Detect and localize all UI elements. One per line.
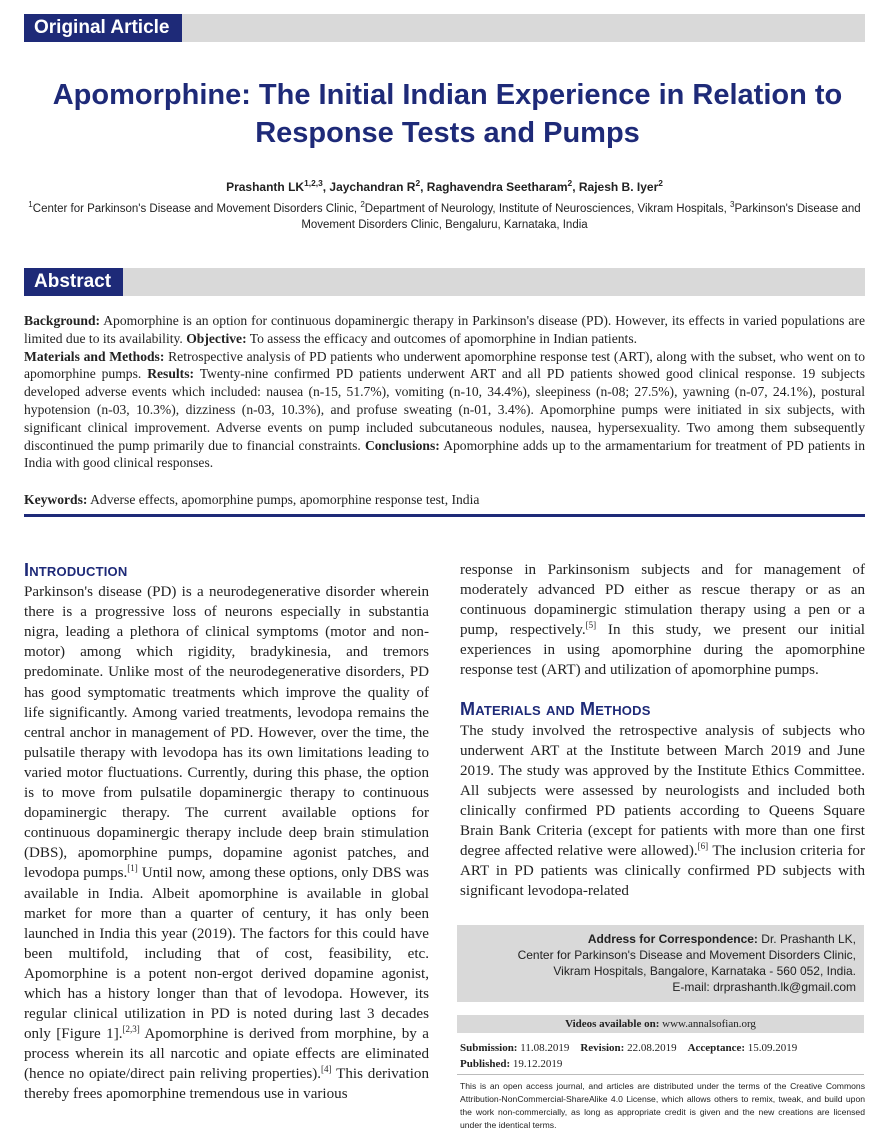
author-list: Prashanth LK$^{1,2,3}$, Jaychandran $R^2$, Raghavendra Seetharam$^2$, Rajesh B. Iyer$^2$	[226, 178, 663, 194]
citation-ref[interactable]: [1]	[127, 863, 138, 874]
abstract-methods-label: Materials and Methods:	[24, 348, 165, 364]
introduction-paragraph	[24, 582, 429, 1104]
keywords	[24, 492, 865, 508]
methods-paragraph	[460, 721, 865, 902]
citation-ref[interactable]: [6]	[697, 841, 709, 852]
abstract-conclusions-label: Conclusions:	[364, 437, 440, 453]
citation-ref[interactable]: [5]	[585, 620, 597, 631]
affil-sup: 2	[360, 200, 365, 210]
left-column	[24, 560, 429, 1105]
right-column	[460, 560, 865, 902]
affil-sup: 1	[28, 200, 33, 210]
acceptance-label: Acceptance:	[687, 1042, 745, 1054]
intro-text: This derivation thereby frees apomorphine tremendous use in various	[24, 1066, 429, 1103]
videos-label: Videos available on:	[565, 1018, 660, 1030]
acceptance-date: 15.09.2019	[745, 1042, 798, 1054]
correspondence-email[interactable]: E-mail: drprashanth.lk@gmail.com	[672, 980, 856, 994]
abstract-background: Apomorphine is an option for continuous dopaminergic therapy in Parkinson's disease (PD). However, its effects in varied populations are limited due to its availability.	[24, 313, 865, 346]
correspondence-line: Center for Parkinson's Disease and Movement Disorders Clinic,	[517, 948, 856, 962]
introduction-heading: Introduction	[24, 560, 128, 580]
affil-text: Center for Parkinson's Disease and Movement Disorders Clinic,	[32, 203, 361, 215]
article-title: Apomorphine: The Initial Indian Experience in Relation to Response Tests and Pumps	[52, 79, 843, 149]
author-sup: 2	[415, 178, 421, 188]
affil-text: Department of Neurology, Institute of Neurosciences, Vikram Hospitals,	[364, 203, 730, 215]
submission-date: 11.08.2019	[517, 1042, 570, 1054]
published-date: 19.12.2019	[510, 1058, 563, 1070]
author-name: Jaychandran R	[329, 180, 416, 194]
author-name: Rajesh B. Iyer	[578, 180, 659, 194]
abstract-methods: Retrospective analysis of PD patients who underwent apomorphine response test (ART), along with the subset, who went on to apomorphine pumps.	[24, 348, 865, 382]
abstract-bar	[24, 268, 865, 296]
intro-text: Until now, among these options, only DBS was available in India. Albeit apomorphine is available in global market for more than a quarter of century, it has only been launched in India this year (2019). The factors for this could have been multifold, including that of cost, feasibility, etc. Apomorphine is a potent non-ergot derived dopamine agonist, which has a history longer than that of levodopa. However, its regular clinical utilization in PD is noted during last 3 decades only [Figure 1].	[24, 865, 429, 1043]
correspondence-name: Dr. Prashanth LK,	[757, 932, 856, 946]
citation-ref[interactable]: [4]	[321, 1064, 332, 1075]
abstract-objective-label: Objective:	[186, 330, 247, 346]
submission-label: Submission:	[460, 1042, 518, 1054]
abstract-objective: To assess the efficacy and outcomes of apomorphine in Indian patients.	[246, 330, 638, 346]
methods-text: The inclusion criteria for ART in PD patients was clinically confirmed PD subjects with significant levodopa-related	[460, 843, 865, 900]
intro-text: response in Parkinsonism subjects and for management of moderately advanced PD either as rescue therapy or as an continuous dopaminergic stimulation therapy using a pen or a pump, respectively.	[460, 562, 865, 639]
affiliations	[24, 201, 865, 233]
videos-box	[457, 1015, 864, 1033]
author-name: Raghavendra Seetharam	[426, 180, 568, 194]
citation-ref[interactable]: [2,3]	[122, 1024, 140, 1035]
keywords-label: Keywords:	[24, 492, 88, 507]
revision-label: Revision:	[580, 1042, 625, 1054]
methods-heading: Materials and Methods	[460, 698, 651, 719]
publication-dates	[460, 1040, 865, 1072]
revision-date: 22.08.2019	[624, 1042, 677, 1054]
intro-text: Parkinson's disease (PD) is a neurodegenerative disorder wherein there is a progressive loss of neurons especially in substantia nigra, leading a plethora of clinical symptoms (motor and non-motor) among which rigidity, bradykinesia, and tremors predominate. Unlike most of the neurodegenerative disorders, PD has good symptomatic treatments which improve the quality of life significantly. Among varied treatments, levodopa remains the central anchor in management of PD. However, over the time, the pulsatile therapy with levodopa has its own limitations leading to varied motor fluctuations. Currently, during this phase, the option is to move from pulsatile dopaminergic therapy to continuous dopaminergic therapy. The current available options for continuous dopaminergic therapy include deep brain stimulation (DBS), apomorphine pumps, dopamine agonist patches, and levodopa pumps.	[24, 584, 429, 882]
open-access-notice: This is an open access journal, and articles are distributed under the terms of the Creative Commons Attribution-NonCommercial-ShareAlike 4.0 License, which allows others to remix, tweak, and build upon the work non-commercially, as long as appropriate credit is given and the new creations are licensed under the identical terms.	[460, 1081, 865, 1130]
affil-text: Parkinson's Disease and Movement Disorders Clinic, Bengaluru, Karnataka, India	[301, 203, 861, 231]
author-sup: 2	[658, 178, 663, 188]
affil-sup: 3	[729, 200, 735, 210]
abstract-body	[24, 312, 865, 472]
author-name: Prashanth LK	[226, 180, 305, 194]
published-label: Published:	[460, 1058, 511, 1070]
intro-text: In this study, we present our initial experiences in using apomorphine during the apomorphine response test (ART) and utilization of apomorphine pumps.	[460, 622, 865, 679]
abstract-background-label: Background:	[24, 313, 101, 328]
abstract-conclusions: Apomorphine adds up to the armamentarium for treatment of PD patients in India with good clinical responses.	[24, 437, 865, 471]
correspondence-label: Address for Correspondence:	[587, 932, 758, 946]
article-type-bar	[24, 14, 865, 42]
correspondence-line: Vikram Hospitals, Bangalore, Karnataka - 560 052, India.	[553, 964, 856, 978]
article-type-label: Original Article	[24, 14, 182, 42]
abstract-results-label: Results:	[147, 366, 195, 382]
abstract-heading: Abstract	[24, 268, 123, 296]
author-sup: 1,2,3	[304, 178, 323, 188]
methods-text: The study involved the retrospective analysis of subjects who underwent ART at the Institute between March 2019 and June 2019. The study was approved by the Institute Ethics Committee. All subjects were assessed by neurologists and included both clinically confirmed PD patients according to Queens Square Brain Bank Criteria (except for patients with more than one first degree affected relative were allowed).	[460, 722, 865, 860]
keywords-text: Adverse effects, apomorphine pumps, apomorphine response test, India	[87, 492, 480, 507]
author-sup: 2	[567, 178, 573, 188]
videos-url[interactable]: www.annalsofian.org	[659, 1018, 756, 1030]
open-access-divider	[457, 1074, 864, 1075]
section-divider	[24, 514, 865, 517]
abstract-results: Twenty-nine confirmed PD patients underwent ART and all PD patients showed good clinical response. 19 subjects developed adverse events which included: nausea (n-15, 51.7%), vomiting (n-10, 34.4%), sleepiness (n-08; 27.5%), yawning (n-07, 24.1%), postural hypotension (n-03, 10.3%), dizziness (n-03, 10.3%), and profuse sweating (n-01, 3.4%). Apomorphine pumps were initiated in six subjects, with significant clinical improvement. Adverse events on pump included subcutaneous nodules, nausea, hypersexuality. Two among them subsequently discontinued the pump primarily due to financial constraints.	[24, 366, 865, 453]
intro-continued-paragraph	[460, 560, 865, 681]
correspondence-box	[457, 925, 864, 1002]
intro-text: Apomorphine is derived from morphine, by a process wherein its all narcotic and opiate effects are eliminated (hence no opiate/direct pain reliving properties).	[24, 1026, 429, 1083]
